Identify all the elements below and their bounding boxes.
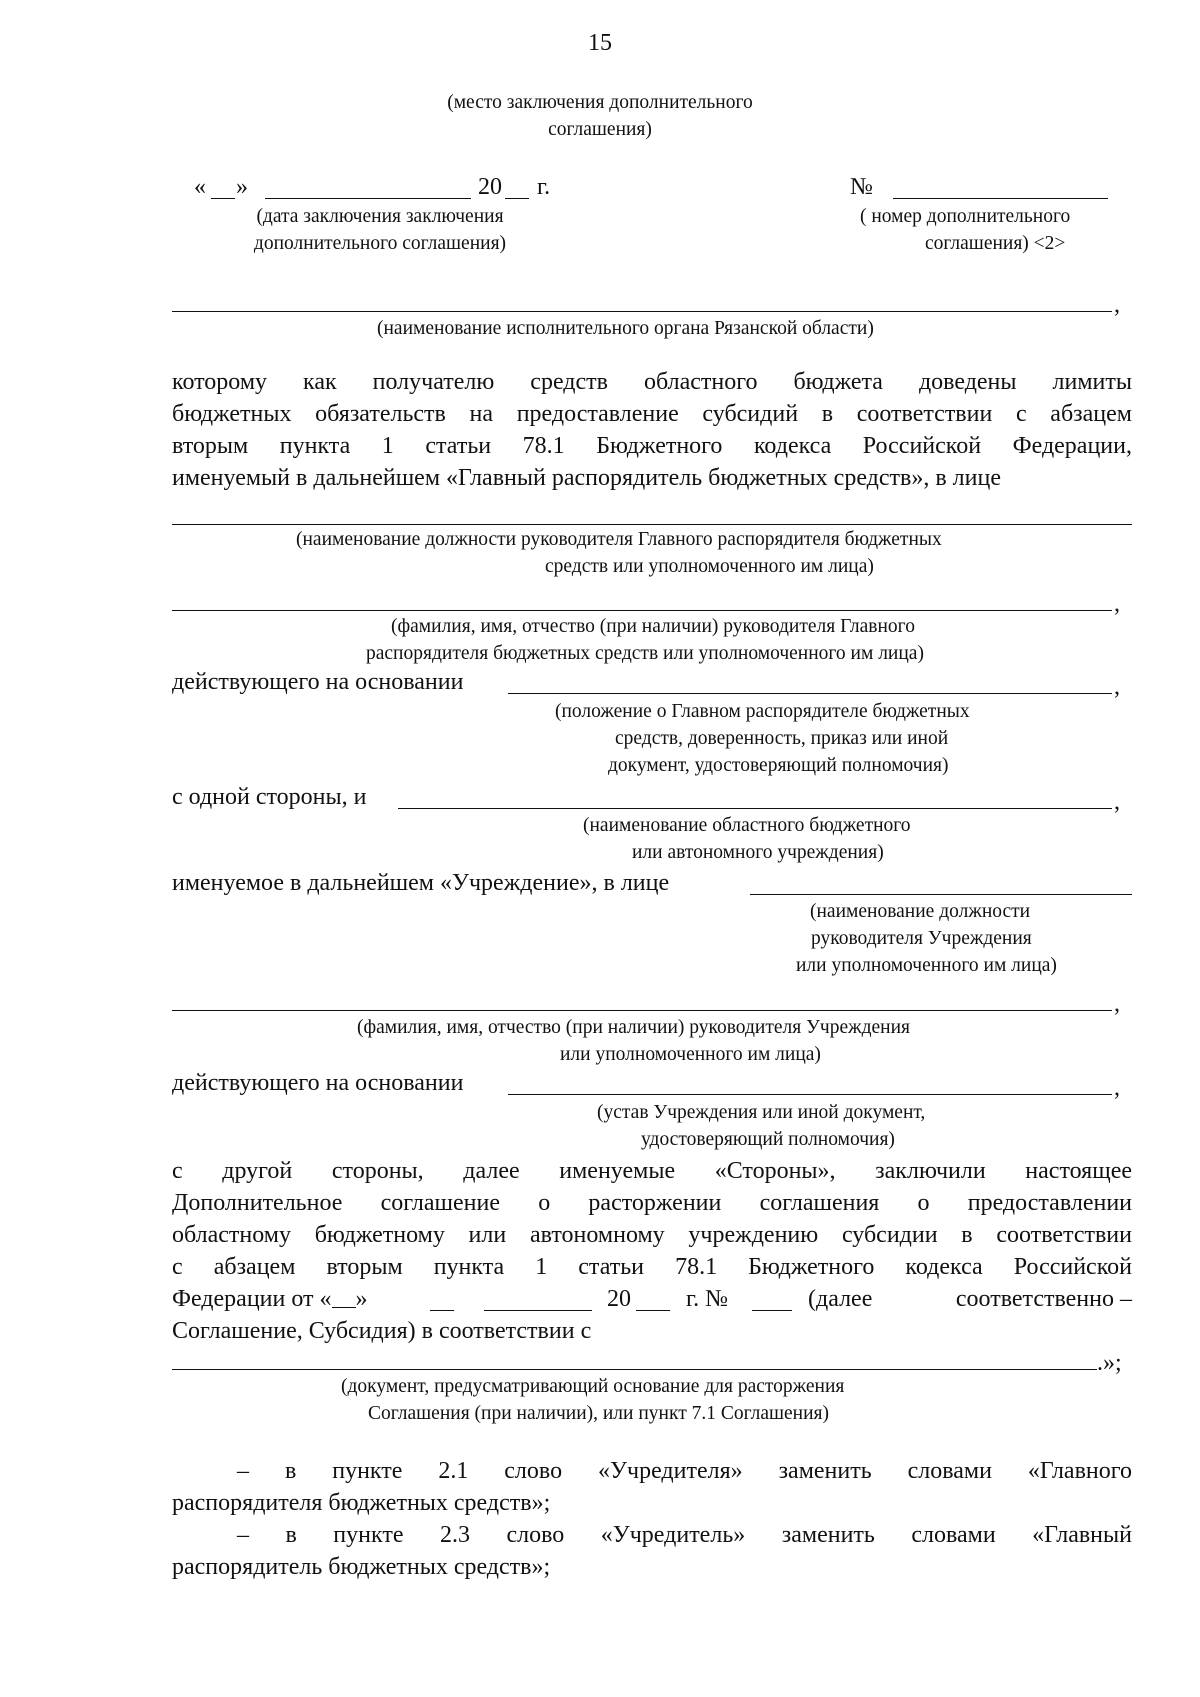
basis-caption-line1: (положение о Главном распорядителе бюджетных xyxy=(555,701,970,722)
intro-line2: бюджетных обязательств на предоставление субсидий в соответствии с абзацем xyxy=(172,401,1132,427)
number-caption-line1: ( номер дополнительного xyxy=(860,206,1071,227)
fed-number-blank[interactable] xyxy=(752,1310,792,1311)
institution-caption-line2: или автономного учреждения) xyxy=(632,842,884,863)
agreement-line1: с другой стороны, далее именуемые «Стороны», заключили настоящее xyxy=(172,1158,1132,1184)
month-blank[interactable] xyxy=(265,198,471,199)
institution-blank[interactable] xyxy=(398,808,1112,809)
doc-caption-line2: Соглашения (при наличии), или пункт 7.1 Соглашения) xyxy=(368,1403,829,1424)
inst-fio-comma: , xyxy=(1114,991,1120,1017)
agreement-line2: Дополнительное соглашение о расторжении соглашения о предоставлении xyxy=(172,1190,1132,1216)
place-caption-line2: соглашения) xyxy=(548,119,652,140)
acting-label-2: действующего на основании xyxy=(172,1070,464,1096)
basis-caption-line2: средств, доверенность, приказ или иной xyxy=(615,728,949,749)
day-blank[interactable] xyxy=(211,198,235,199)
org-caption: (наименование исполнительного органа Рязанской области) xyxy=(377,318,874,339)
org-name-blank[interactable] xyxy=(172,311,1112,312)
item-2-line2: распорядитель бюджетных средств»; xyxy=(172,1554,551,1580)
fio-blank[interactable] xyxy=(172,610,1112,611)
place-caption-line1: (место заключения дополнительного xyxy=(447,92,753,113)
inst-fio-caption-line1: (фамилия, имя, отчество (при наличии) руководителя Учреждения xyxy=(357,1017,910,1038)
one-side-label: с одной стороны, и xyxy=(172,784,367,810)
agreement-line5 xyxy=(172,1284,368,1314)
basis-comma: , xyxy=(1114,674,1120,700)
number-sign: № xyxy=(850,174,873,200)
intro-line1: которому как получателю средств областного бюджета доведены лимиты xyxy=(172,369,1132,395)
item-1-line2: распорядителя бюджетных средств»; xyxy=(172,1490,551,1516)
fed-year: 20 xyxy=(607,1286,631,1312)
item-1-line1: – в пункте 2.1 слово «Учредителя» заменить словами «Главного xyxy=(237,1458,1132,1484)
agreement-line3: областному бюджетному или автономному учреждению субсидии в соответствии xyxy=(172,1222,1132,1248)
fed-gap-blank[interactable] xyxy=(430,1310,454,1311)
agreement-line4: с абзацем вторым пункта 1 статьи 78.1 Бюджетного кодекса Российской xyxy=(172,1254,1132,1280)
number-blank[interactable] xyxy=(893,198,1108,199)
charter-caption-line1: (устав Учреждения или иной документ, xyxy=(597,1102,926,1123)
inst-position-caption-line1: (наименование должности xyxy=(810,901,1031,922)
institution-caption-line1: (наименование областного бюджетного xyxy=(583,815,911,836)
org-comma: , xyxy=(1114,292,1120,318)
position-blank[interactable] xyxy=(172,524,1132,525)
fed-part2: » xyxy=(355,1286,368,1312)
inst-position-caption-line3: или уполномоченного им лица) xyxy=(796,955,1057,976)
fed-part5: соответственно – xyxy=(955,1286,1132,1312)
agreement-line6: Соглашение, Субсидия) в соответствии с xyxy=(172,1318,592,1344)
year-prefix: 20 xyxy=(478,174,502,200)
charter-caption-line2: удостоверяющий полномочия) xyxy=(641,1129,895,1150)
position-caption-line1: (наименование должности руководителя Главного распорядителя бюджетных xyxy=(296,529,942,550)
charter-blank[interactable] xyxy=(508,1094,1112,1095)
fio-caption-line2: распорядителя бюджетных средств или уполномоченного им лица) xyxy=(366,643,924,664)
acting-label: действующего на основании xyxy=(172,669,464,695)
institution-comma: , xyxy=(1114,789,1120,815)
position-caption-line2: средств или уполномоченного им лица) xyxy=(545,556,874,577)
fed-day-blank[interactable] xyxy=(332,1307,356,1308)
date-caption-line1: (дата заключения заключения xyxy=(256,206,504,227)
referred-label: именуемое в дальнейшем «Учреждение», в лице xyxy=(172,870,670,896)
fed-year-blank[interactable] xyxy=(636,1310,670,1311)
year-suffix: г. xyxy=(537,174,551,200)
fed-part1: Федерации от « xyxy=(172,1286,332,1312)
item-2-line1: – в пункте 2.3 слово «Учредитель» заменить словами «Главный xyxy=(237,1522,1132,1548)
inst-position-caption-line2: руководителя Учреждения xyxy=(811,928,1032,949)
charter-comma: , xyxy=(1114,1075,1120,1101)
fio-comma: , xyxy=(1114,591,1120,617)
date-open-quote: « xyxy=(194,174,206,200)
inst-fio-blank[interactable] xyxy=(172,1010,1112,1011)
fed-part4: (далее xyxy=(808,1286,873,1312)
intro-line3: вторым пункта 1 статьи 78.1 Бюджетного кодекса Российской Федерации, xyxy=(172,433,1132,459)
doc-blank[interactable] xyxy=(172,1369,1097,1370)
inst-fio-caption-line2: или уполномоченного им лица) xyxy=(560,1044,821,1065)
inst-position-blank[interactable] xyxy=(750,894,1132,895)
date-close-quote: » xyxy=(236,174,248,200)
intro-line4: именуемый в дальнейшем «Главный распорядитель бюджетных средств», в лице xyxy=(172,465,1001,491)
fed-month-blank[interactable] xyxy=(484,1310,592,1311)
basis-caption-line3: документ, удостоверяющий полномочия) xyxy=(608,755,949,776)
basis-blank[interactable] xyxy=(508,693,1112,694)
year-blank[interactable] xyxy=(505,198,529,199)
number-caption-line2: соглашения) <2> xyxy=(925,233,1066,254)
fio-caption-line1: (фамилия, имя, отчество (при наличии) руководителя Главного xyxy=(391,616,915,637)
fed-part3: г. № xyxy=(686,1286,729,1312)
doc-caption-line1: (документ, предусматривающий основание для расторжения xyxy=(341,1376,845,1397)
doc-end-mark: .»; xyxy=(1097,1350,1122,1376)
date-caption-line2: дополнительного соглашения) xyxy=(253,233,507,254)
page-number: 15 xyxy=(588,30,612,56)
